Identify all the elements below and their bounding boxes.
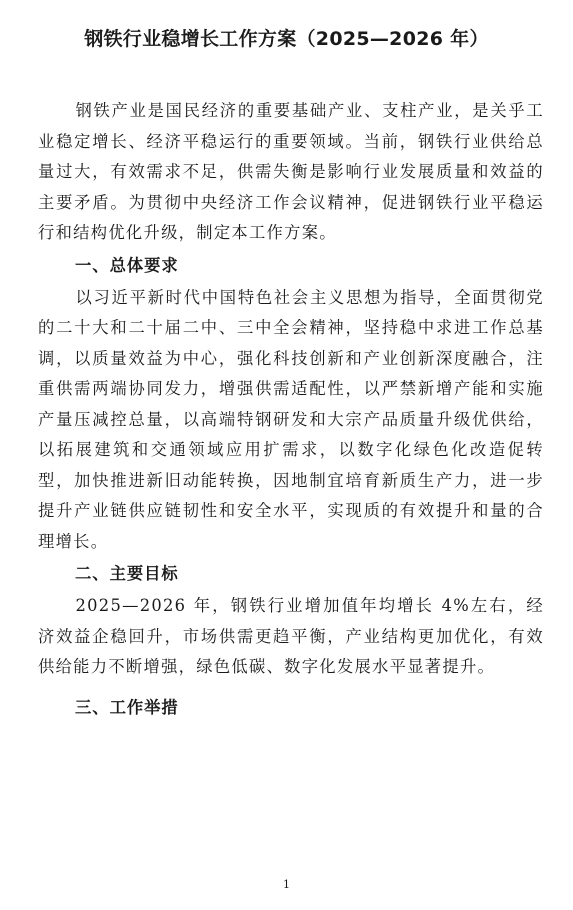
section-paragraph-main-goals: 2025—2026 年，钢铁行业增加值年均增长 4%左右，经济效益企稳回升，市场供需更趋平衡，产业结构更加优化，有效供给能力不断增强，绿色低碳、数字化发展水平显著提升。: [38, 596, 544, 676]
intro-paragraph: 钢铁产业是国民经济的重要基础产业、支柱产业，是关乎工业稳定增长、经济平稳运行的重要领域。当前，钢铁行业供给总量过大，有效需求不足，供需失衡是影响行业发展质量和效益的主要矛盾。为贯彻中央经济工作会议精神，促进钢铁行业平稳运行和结构优化升级，制定本工作方案。: [38, 101, 544, 242]
section-heading-work-measures: 三、工作举措: [75, 697, 179, 717]
section-paragraph-general-requirements: 以习近平新时代中国特色社会主义思想为指导，全面贯彻党的二十大和二十届二中、三中全会精神，坚持稳中求进工作总基调，以质量效益为中心，强化科技创新和产业创新深度融合，注重供需两端协同发力，增强供需适配性，以严禁新增产能和实施产量压减控总量，以高端特钢研发和大宗产品质量升级优供给，以拓展建筑和交通领域应用扩需求，以数字化绿色化改造促转型，加快推进新旧动能转换，因地制宜培育新质生产力，进一步提升产业链供应链韧性和安全水平，实现质的有效提升和量的合理增长。: [38, 287, 544, 551]
document-body: [38, 96, 544, 725]
document-title: 钢铁行业稳增长工作方案（2025—2026 年）: [84, 28, 489, 50]
section-heading-main-goals: 二、主要目标: [75, 564, 179, 583]
page-number: 1: [283, 878, 290, 891]
section-heading-general-requirements: 一、总体要求: [75, 255, 179, 275]
